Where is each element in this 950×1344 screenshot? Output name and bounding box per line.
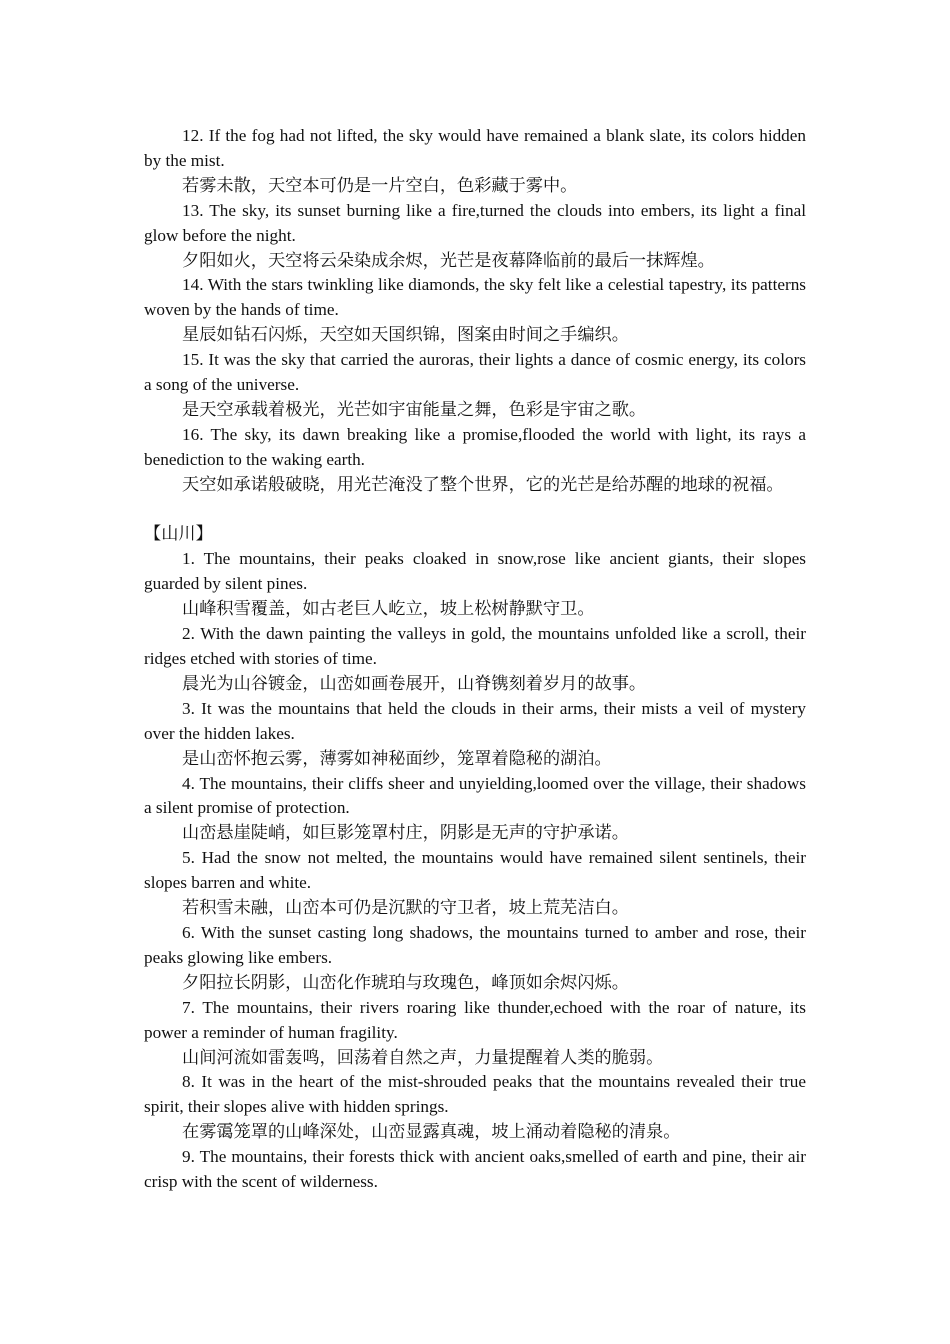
mountain-item-2-en: 2. With the dawn painting the valleys in gold, the mountains unfolded like a scroll, their ridges etched with stories of time.	[144, 624, 806, 669]
mountain-item-8-zh: 在雾霭笼罩的山峰深处，山峦显露真魂，坡上涌动着隐秘的清泉。	[182, 1122, 681, 1142]
mountain-item-3-zh: 是山峦怀抱云雾，薄雾如神秘面纱，笼罩着隐秘的湖泊。	[182, 748, 612, 768]
document-page	[144, 124, 806, 1195]
mountain-item-9-en: 9. The mountains, their forests thick with ancient oaks,smelled of earth and pine, their air crisp with the scent of wilderness.	[144, 1147, 806, 1192]
mountain-item-3-en: 3. It was the mountains that held the clouds in their arms, their mists a veil of mystery over the hidden lakes.	[144, 698, 806, 743]
mountain-item-2-zh: 晨光为山谷镀金，山峦如画卷展开，山脊镌刻着岁月的故事。	[182, 673, 647, 693]
mountain-item-5-zh: 若积雪未融，山峦本可仍是沉默的守卫者，坡上荒芜洁白。	[182, 898, 629, 918]
sky-item-12-en: 12. If the fog had not lifted, the sky would have remained a blank slate, its colors hidden by the mist.	[144, 126, 806, 170]
sky-item-13-en: 13. The sky, its sunset burning like a fire,turned the clouds into embers, its light a final glow before the night.	[144, 200, 806, 245]
section-heading-mountains: 【山川】	[144, 524, 213, 544]
mountain-item-1-en: 1. The mountains, their peaks cloaked in snow,rose like ancient giants, their slopes guarded by silent pines.	[144, 549, 806, 594]
mountain-item-7-en: 7. The mountains, their rivers roaring like thunder,echoed with the roar of nature, its power a reminder of human fragility.	[144, 997, 806, 1042]
sky-item-16-en: 16. The sky, its dawn breaking like a promise,flooded the world with light, its rays a benediction to the waking earth.	[144, 424, 806, 469]
sky-item-13-zh: 夕阳如火，天空将云朵染成余烬，光芒是夜幕降临前的最后一抹辉煌。	[182, 250, 715, 270]
sky-item-14-en: 14. With the stars twinkling like diamonds, the sky felt like a celestial tapestry, its patterns woven by the hands of time.	[144, 275, 806, 320]
mountain-item-7-zh: 山间河流如雷轰鸣，回荡着自然之声，力量提醒着人类的脆弱。	[182, 1047, 664, 1067]
mountain-item-6-zh: 夕阳拉长阴影，山峦化作琥珀与玫瑰色，峰顶如余烬闪烁。	[182, 972, 629, 992]
mountain-item-5-en: 5. Had the snow not melted, the mountains would have remained silent sentinels, their slopes barren and white.	[144, 848, 806, 893]
sky-item-16-zh: 天空如承诺般破晓，用光芒淹没了整个世界，它的光芒是给苏醒的地球的祝福。	[182, 474, 784, 494]
sky-item-12-zh: 若雾未散，天空本可仍是一片空白，色彩藏于雾中。	[182, 175, 578, 195]
mountain-item-4-zh: 山峦悬崖陡峭，如巨影笼罩村庄，阴影是无声的守护承诺。	[182, 823, 629, 843]
mountain-item-8-en: 8. It was in the heart of the mist-shrouded peaks that the mountains revealed their true spirit, their slopes alive with hidden springs.	[144, 1072, 806, 1117]
mountain-item-1-zh: 山峰积雪覆盖，如古老巨人屹立，坡上松树静默守卫。	[182, 599, 595, 619]
mountain-item-4-en: 4. The mountains, their cliffs sheer and unyielding,loomed over the village, their shadows a silent promise of protection.	[144, 773, 806, 818]
sky-item-14-zh: 星辰如钻石闪烁，天空如天国织锦，图案由时间之手编织。	[182, 325, 629, 345]
sky-item-15-zh: 是天空承载着极光，光芒如宇宙能量之舞，色彩是宇宙之歌。	[182, 399, 647, 419]
mountain-item-6-en: 6. With the sunset casting long shadows, the mountains turned to amber and rose, their peaks glowing like embers.	[144, 922, 806, 967]
sky-item-15-en: 15. It was the sky that carried the auroras, their lights a dance of cosmic energy, its colors a song of the universe.	[144, 350, 806, 395]
